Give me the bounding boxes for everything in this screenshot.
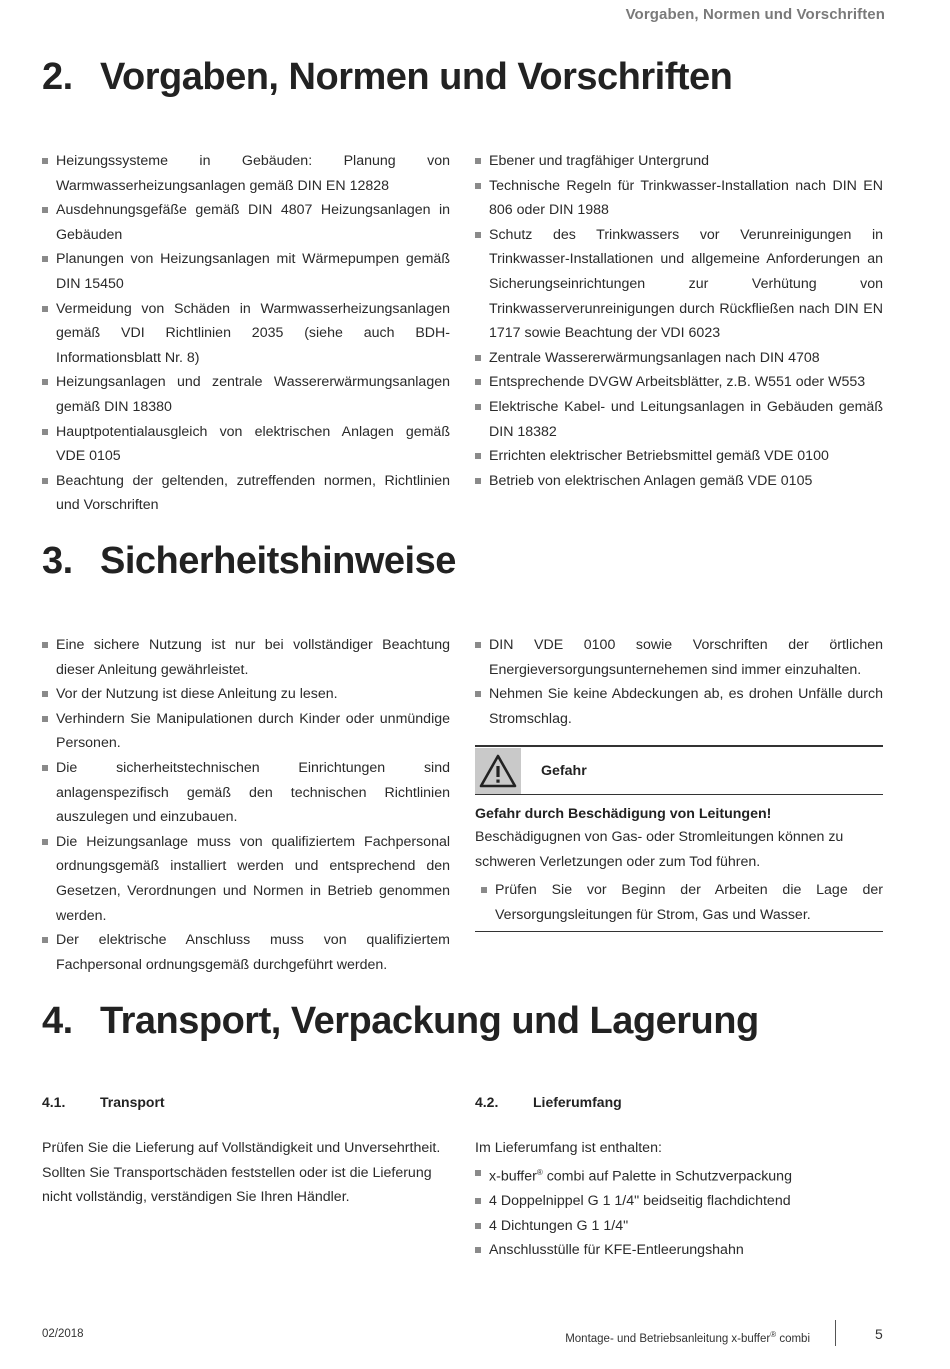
footer-registered-mark: ® — [770, 1330, 777, 1339]
bullet-square-icon — [475, 1223, 481, 1229]
list-item — [475, 223, 883, 346]
section-2-number: 2. — [42, 56, 73, 98]
delivery-item — [475, 1161, 883, 1189]
list-item-text: Die sicherheitstechnischen Einrichtungen sind anlagenspezifisch gemäß den technischen Richtlinien auszulegen und einzubauen. — [56, 759, 450, 826]
bullet-square-icon — [475, 1198, 481, 1204]
list-item-text: Planungen von Heizungsanlagen mit Wärmepumpen gemäß DIN 15450 — [56, 251, 450, 292]
list-item-text: Elektrische Kabel- und Leitungsanlagen in Gebäuden gemäß DIN 18382 — [489, 398, 883, 440]
list-item — [475, 1238, 883, 1263]
list-item — [475, 395, 883, 444]
subsection-4-2-heading — [475, 1094, 622, 1110]
list-item-text: Eine sichere Nutzung ist nur bei vollständiger Beachtung dieser Anleitung gewährleistet. — [56, 637, 450, 678]
warning-triangle-icon — [475, 748, 521, 794]
list-item — [42, 297, 450, 371]
subsection-4-2-title: Lieferumfang — [533, 1094, 622, 1110]
list-item-text: DIN VDE 0100 sowie Vorschriften der örtlichen Energieversorgungsunternehemen sind immer einzuhalten. — [489, 637, 883, 678]
list-item-text: Heizungsanlagen und zentrale Wassererwärmungsanlagen gemäß DIN 18380 — [56, 374, 450, 415]
running-header-title: Vorgaben, Normen und Vorschriften — [625, 6, 885, 23]
bullet-square-icon — [42, 379, 48, 385]
list-item-text: Ausdehnungsgefäße gemäß DIN 4807 Heizungsanlagen in Gebäuden — [56, 202, 450, 243]
list-item — [42, 198, 450, 247]
bullet-square-icon — [42, 207, 48, 213]
bullet-square-icon — [475, 1170, 481, 1176]
section-2-left-list — [42, 149, 450, 518]
list-item — [475, 469, 883, 494]
bullet-square-icon — [475, 355, 481, 361]
bullet-square-icon — [475, 642, 481, 648]
section-3-number: 3. — [42, 540, 73, 582]
list-item — [475, 444, 883, 469]
section-4-heading — [42, 1000, 759, 1043]
list-item-text: Zentrale Wassererwärmungsanlagen nach DIN 4708 — [489, 349, 820, 366]
danger-subtitle: Gefahr durch Beschädigung von Leitungen! — [475, 806, 772, 822]
section-2-heading — [42, 56, 732, 99]
list-item — [475, 149, 883, 174]
section-3-right-column — [475, 633, 883, 731]
delivery-list — [475, 1161, 883, 1189]
delivery-list-rest — [475, 1189, 883, 1263]
bullet-square-icon — [475, 691, 481, 697]
subsection-4-1-title: Transport — [100, 1094, 165, 1110]
subsection-4-1-number: 4.1. — [42, 1094, 66, 1110]
bullet-square-icon — [475, 183, 481, 189]
bullet-square-icon — [475, 478, 481, 484]
list-item-text: Vermeidung von Schäden in Warmwasserheizungsanlagen gemäß VDI Richtlinien 2035 (siehe auch BDH-Informationsblatt Nr. 8) — [56, 300, 450, 366]
bullet-square-icon — [42, 306, 48, 312]
list-item-text: Nehmen Sie keine Abdeckungen ab, es drohen Unfälle durch Stromschlag. — [489, 686, 883, 727]
bullet-square-icon — [475, 232, 481, 238]
bullet-square-icon — [42, 256, 48, 262]
bullet-square-icon — [475, 158, 481, 164]
section-4-title: Transport, Verpackung und Lagerung — [100, 1000, 759, 1042]
list-item — [475, 1214, 883, 1239]
bullet-square-icon — [42, 158, 48, 164]
list-item — [475, 682, 883, 731]
list-item — [475, 346, 883, 371]
bullet-square-icon — [475, 453, 481, 459]
transport-paragraph: Prüfen Sie die Lieferung auf Vollständigkeit und Unversehrtheit. Sollten Sie Transportschäden feststellen oder ist die Lieferung nicht vollständig, verständigen Sie Ihren Händler. — [42, 1140, 441, 1206]
list-item-text: Beachtung der geltenden, zutreffenden normen, Richtlinien und Vorschriften — [56, 472, 450, 514]
danger-header — [475, 747, 883, 795]
list-item-text: Prüfen Sie vor Beginn der Arbeiten die Lage der Versorgungsleitungen für Strom, Gas und Wasser. — [495, 882, 883, 923]
list-item-text: Die Heizungsanlage muss von qualifiziertem Fachpersonal ordnungsgemäß installiert werden und entsprechend den Gesetzen, Verordnungen und Normen in Betrieb genommen werden. — [56, 833, 450, 924]
section-3-left-column — [42, 633, 450, 977]
list-item — [475, 370, 883, 395]
section-3-title: Sicherheitshinweise — [100, 540, 456, 582]
list-item — [42, 682, 450, 707]
list-item — [42, 149, 450, 198]
list-item-text: Ebener und tragfähiger Untergrund — [489, 153, 710, 169]
danger-notice — [475, 745, 883, 932]
delivery-scope — [475, 1136, 883, 1263]
registered-mark: ® — [536, 1167, 543, 1177]
bullet-square-icon — [42, 429, 48, 435]
section-2-title: Vorgaben, Normen und Vorschriften — [100, 56, 733, 98]
list-item-text: Hauptpotentialausgleich von elektrischen Anlagen gemäß VDE 0105 — [56, 423, 450, 465]
list-item-text: Verhindern Sie Manipulationen durch Kinder oder unmündige Personen. — [56, 710, 450, 752]
list-item — [42, 469, 450, 518]
bullet-square-icon — [42, 691, 48, 697]
list-item — [42, 370, 450, 419]
list-item — [42, 830, 450, 928]
danger-label: Gefahr — [541, 762, 587, 779]
list-item-text: Entsprechende DVGW Arbeitsblätter, z.B. W551 oder W553 — [489, 374, 866, 391]
danger-bottom-rule — [475, 931, 883, 932]
section-2-right-column — [475, 149, 883, 493]
list-item-text: Schutz des Trinkwassers vor Verunreinigungen in Trinkwasser-Installationen und allgemeine Anforderungen an Sicherungseinrichtungen zur Verhütung von Trinkwasserverunreinigungen durch Rückfließen nach DIN EN 1717 sowie Beachtung der VDI 6023 — [489, 226, 883, 342]
section-3-heading — [42, 540, 456, 583]
list-item — [481, 878, 883, 927]
section-4-number: 4. — [42, 1000, 73, 1042]
list-item-text: Betrieb von elektrischen Anlagen gemäß VDE 0105 — [489, 472, 813, 489]
list-item-text: Vor der Nutzung ist diese Anleitung zu lesen. — [56, 686, 338, 703]
list-item-text: Errichten elektrischer Betriebsmittel gemäß VDE 0100 — [489, 448, 829, 465]
list-item-text: 4 Dichtungen G 1 1/4" — [489, 1217, 629, 1234]
list-item-text: Technische Regeln für Trinkwasser-Installation nach DIN EN 806 oder DIN 1988 — [489, 177, 883, 219]
delivery-intro: Im Lieferumfang ist enthalten: — [475, 1140, 662, 1156]
page-number: 5 — [875, 1326, 883, 1342]
list-item — [42, 928, 450, 977]
list-item — [42, 420, 450, 469]
bullet-square-icon — [475, 404, 481, 410]
bullet-square-icon — [42, 839, 48, 845]
footer-doc-suffix: combi — [776, 1332, 810, 1345]
danger-text: Beschädigugnen von Gas- oder Stromleitungen können zu schweren Verletzungen oder zum Tod führen. — [475, 829, 844, 870]
footer-date: 02/2018 — [42, 1328, 84, 1340]
section-3-right-list — [475, 633, 883, 731]
list-item-text: 4 Doppelnippel G 1 1/4" beidseitig flachdichtend — [489, 1192, 791, 1209]
danger-action-list — [475, 878, 883, 927]
bullet-square-icon — [42, 478, 48, 484]
bullet-square-icon — [475, 1247, 481, 1253]
list-item — [475, 1189, 883, 1214]
list-item — [42, 707, 450, 756]
bullet-square-icon — [42, 642, 48, 648]
section-2-left-column — [42, 149, 450, 518]
list-item — [42, 247, 450, 296]
list-item — [475, 174, 883, 223]
list-item — [475, 633, 883, 682]
list-item-text: Der elektrische Anschluss muss von qualifiziertem Fachpersonal ordnungsgemäß durchgeführt werden. — [56, 932, 450, 973]
delivery-item-1-suffix: combi auf Palette in Schutzverpackung — [542, 1168, 792, 1185]
bullet-square-icon — [42, 716, 48, 722]
bullet-square-icon — [475, 379, 481, 385]
bullet-square-icon — [42, 937, 48, 943]
bullet-square-icon — [481, 887, 487, 893]
delivery-item-1-prefix: x-buffer — [489, 1168, 537, 1185]
list-item-text: Heizungssysteme in Gebäuden: Planung von Warmwasserheizungsanlagen gemäß DIN EN 12828 — [56, 153, 450, 194]
footer-doc-prefix: Montage- und Betriebsanleitung x-buffer — [565, 1332, 771, 1345]
footer-document-title — [565, 1330, 810, 1345]
bullet-square-icon — [42, 765, 48, 771]
subsection-4-2-number: 4.2. — [475, 1094, 499, 1110]
list-item — [42, 756, 450, 830]
section-2-right-list — [475, 149, 883, 493]
subsection-4-1-heading — [42, 1094, 165, 1110]
section-3-left-list — [42, 633, 450, 977]
footer-divider — [835, 1320, 836, 1346]
danger-body — [475, 795, 883, 927]
list-item-text: Anschlusstülle für KFE-Entleerungshahn — [489, 1242, 744, 1259]
list-item — [42, 633, 450, 682]
